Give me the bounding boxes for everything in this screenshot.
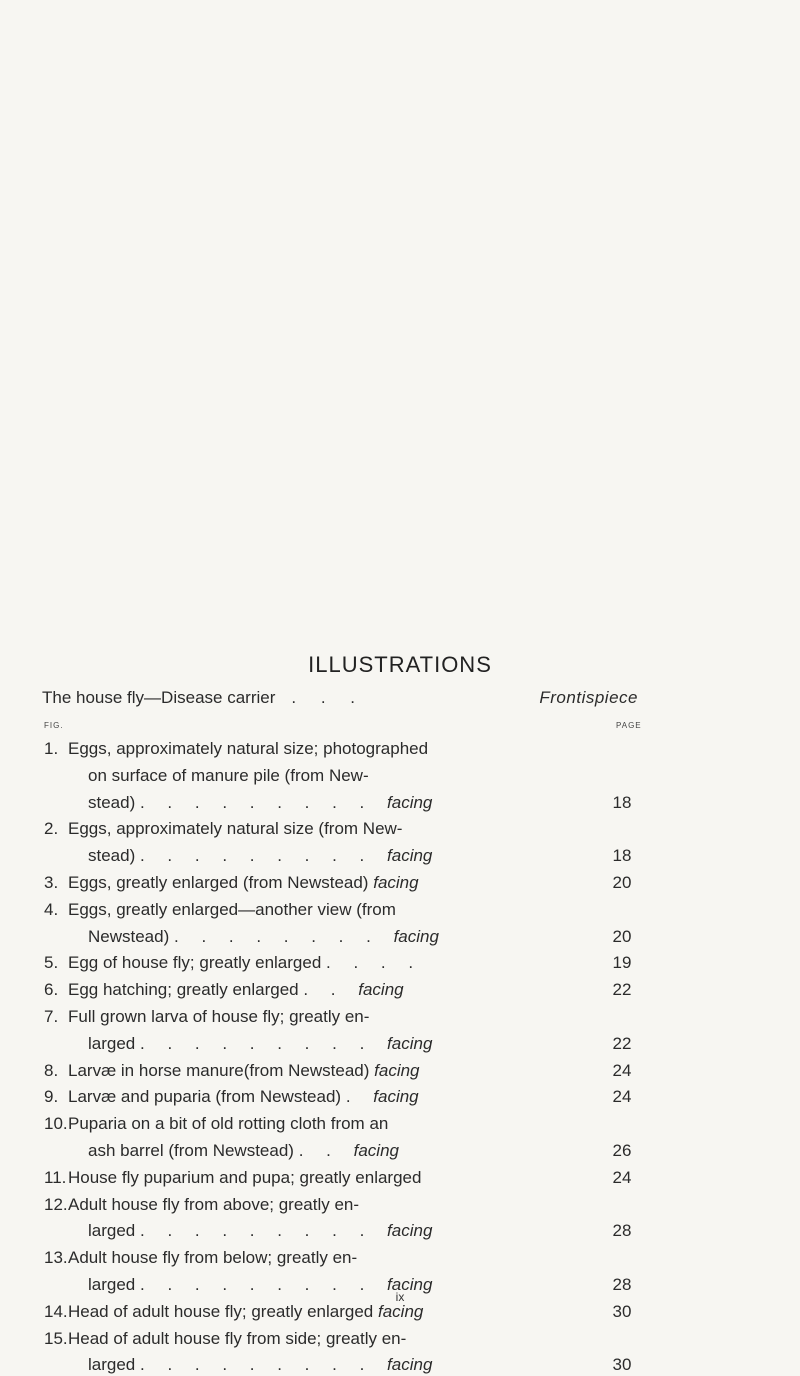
- caption-line: larged: [88, 1355, 136, 1375]
- entry-line: [0, 1247, 800, 1269]
- frontispiece-entry: [42, 688, 638, 708]
- entry-line: [0, 818, 800, 840]
- caption-line: larged: [88, 1033, 136, 1053]
- entry-line: [0, 979, 800, 1001]
- figure-number: 1.: [44, 739, 59, 758]
- caption-line: stead): [88, 792, 136, 812]
- caption-text: [68, 899, 396, 921]
- dot-leaders: . .: [303, 980, 359, 1000]
- caption-text: [68, 738, 428, 760]
- figure-number: 4.: [44, 899, 59, 919]
- page-number-ref: 24: [612, 1167, 632, 1187]
- page-number-ref: 26: [612, 1141, 632, 1160]
- caption-line: stead): [88, 846, 136, 866]
- dot-leaders: .: [345, 1087, 374, 1107]
- figure-number: 6.: [44, 980, 59, 1000]
- facing-label: facing: [387, 792, 433, 812]
- entry-line: [0, 1113, 800, 1135]
- caption-line: on surface of manure pile (from New-: [88, 765, 369, 785]
- figure-number: 8.: [44, 1060, 59, 1080]
- figure-number: 2.: [44, 819, 59, 839]
- caption-line: Egg hatching; greatly enlarged: [68, 980, 299, 1000]
- caption-text: [88, 845, 432, 867]
- facing-label: facing: [358, 980, 404, 1000]
- caption-line: ash barrel (from Newstead): [88, 1141, 294, 1160]
- entry-line: [0, 1140, 800, 1162]
- facing-label: facing: [387, 1275, 433, 1294]
- caption-text: [88, 926, 439, 948]
- page-number-ref: 20: [612, 926, 632, 946]
- figure-number: 9.: [44, 1087, 59, 1107]
- dot-leaders: . . . . . . . . .: [139, 792, 388, 812]
- caption-line: Head of adult house fly; greatly enlarged: [68, 1301, 374, 1321]
- caption-line: larged: [88, 1275, 136, 1294]
- page-number-ref: 18: [612, 846, 632, 866]
- caption-text: [68, 1247, 357, 1269]
- page-number-ref: 28: [612, 1275, 632, 1294]
- page-number-ref: 18: [612, 792, 632, 812]
- facing-label: facing: [387, 846, 433, 866]
- caption-text: [88, 792, 432, 814]
- caption-line: Adult house fly from below; greatly en-: [68, 1248, 358, 1268]
- facing-label: facing: [373, 1087, 419, 1107]
- facing-label: facing: [373, 873, 419, 892]
- caption-text: [68, 1328, 406, 1350]
- entry-line: [0, 1194, 800, 1216]
- figure-number: 11.: [44, 1167, 67, 1187]
- caption-text: [88, 1140, 399, 1162]
- entry-line: [0, 1354, 800, 1376]
- page-number-ref: 24: [612, 1060, 632, 1080]
- figure-number: 12.: [44, 1194, 68, 1214]
- figure-number: 13.: [44, 1248, 68, 1268]
- facing-label: facing: [378, 1301, 424, 1321]
- dot-leaders: . . . . . . . . .: [140, 1221, 388, 1241]
- entry-line: [0, 952, 800, 974]
- entry-line: [0, 1086, 800, 1108]
- page-number-ref: 30: [612, 1355, 632, 1375]
- caption-text: [68, 818, 402, 840]
- entry-line: [0, 1006, 800, 1028]
- caption-line: Egg of house fly; greatly enlarged: [68, 953, 322, 973]
- dot-leaders: . . . . . . . . .: [139, 846, 388, 866]
- caption-text: [68, 1194, 359, 1216]
- figure-number: 10.: [44, 1114, 68, 1134]
- page-number-ref: 22: [612, 1033, 632, 1053]
- dot-leaders: . . . . . . . . .: [140, 1275, 388, 1294]
- caption-line: Larvæ in horse manure(from Newstead): [68, 1060, 370, 1080]
- entry-line: [0, 1033, 800, 1055]
- entry-line: [0, 1060, 800, 1082]
- fig-column-label: FIG.: [44, 721, 64, 730]
- caption-line: Newstead): [88, 926, 170, 946]
- caption-line: larged: [88, 1221, 136, 1241]
- dot-leaders: . .: [298, 1141, 354, 1160]
- caption-line: Eggs, approximately natural size; photographed: [68, 739, 429, 758]
- entry-line: [0, 1167, 800, 1189]
- caption-line: Head of adult house fly from side; greatly en-: [68, 1328, 407, 1348]
- figure-number: 15.: [44, 1328, 68, 1348]
- figure-number: 5.: [44, 953, 59, 973]
- entry-line: [0, 899, 800, 921]
- dot-leaders: . . . . . . . . .: [140, 1355, 388, 1375]
- entry-line: [0, 738, 800, 760]
- caption-line: Puparia on a bit of old rotting cloth from an: [68, 1114, 389, 1134]
- page-number-ref: 22: [612, 980, 632, 1000]
- facing-label: facing: [387, 1355, 433, 1375]
- entry-line: [0, 926, 800, 948]
- facing-label: facing: [374, 1060, 420, 1080]
- caption-text: [68, 1086, 419, 1108]
- page-column-label: PAGE: [616, 721, 642, 730]
- caption-text: [88, 1033, 432, 1055]
- page-number-ref: 28: [612, 1221, 632, 1241]
- caption-line: Adult house fly from above; greatly en-: [68, 1194, 360, 1214]
- figure-number: 3.: [44, 873, 59, 892]
- caption-line: Eggs, approximately natural size (from New-: [68, 819, 403, 839]
- facing-label: facing: [393, 926, 439, 946]
- caption-text: [88, 765, 369, 787]
- entry-line: [0, 765, 800, 787]
- dot-leaders: . . . .: [326, 953, 423, 973]
- facing-label: facing: [353, 1141, 399, 1160]
- frontispiece-text: The house fly—Disease carrier: [42, 688, 276, 707]
- page-number: ix: [395, 1290, 405, 1304]
- page-number-ref: 30: [612, 1301, 632, 1321]
- frontispiece-label: Frontispiece: [539, 688, 638, 707]
- caption-line: Larvæ and puparia (from Newstead): [68, 1087, 342, 1107]
- dot-leaders: . . . . . . . . .: [140, 1033, 388, 1053]
- figure-number: 7.: [44, 1007, 59, 1026]
- page-title: ILLUSTRATIONS: [308, 652, 492, 677]
- page-number-ref: 20: [612, 873, 632, 892]
- entry-line: [0, 872, 800, 894]
- facing-label: facing: [387, 1221, 433, 1241]
- caption-text: [88, 1220, 432, 1242]
- entry-line: [0, 792, 800, 814]
- page-number-ref: 24: [612, 1087, 632, 1107]
- caption-line: House fly puparium and pupa; greatly enlarged: [68, 1167, 422, 1187]
- caption-text: [68, 872, 419, 894]
- entry-line: [0, 845, 800, 867]
- entry-line: [0, 1220, 800, 1242]
- entry-line: [0, 1328, 800, 1350]
- caption-text: [68, 952, 422, 974]
- facing-label: facing: [387, 1033, 433, 1053]
- caption-text: [68, 979, 404, 1001]
- page-number-ref: 19: [612, 953, 632, 973]
- figure-number: 14.: [44, 1301, 68, 1321]
- caption-line: Full grown larva of house fly; greatly en-: [68, 1007, 370, 1026]
- caption-text: [68, 1167, 421, 1189]
- caption-line: Eggs, greatly enlarged (from Newstead): [68, 873, 369, 892]
- caption-text: [68, 1006, 369, 1028]
- caption-line: Eggs, greatly enlarged—another view (from: [68, 899, 396, 919]
- caption-text: [68, 1060, 420, 1082]
- dot-leaders: . . . . . . . .: [174, 926, 394, 946]
- frontispiece-leaders: . . .: [291, 688, 365, 707]
- caption-text: [68, 1113, 388, 1135]
- caption-text: [88, 1354, 432, 1376]
